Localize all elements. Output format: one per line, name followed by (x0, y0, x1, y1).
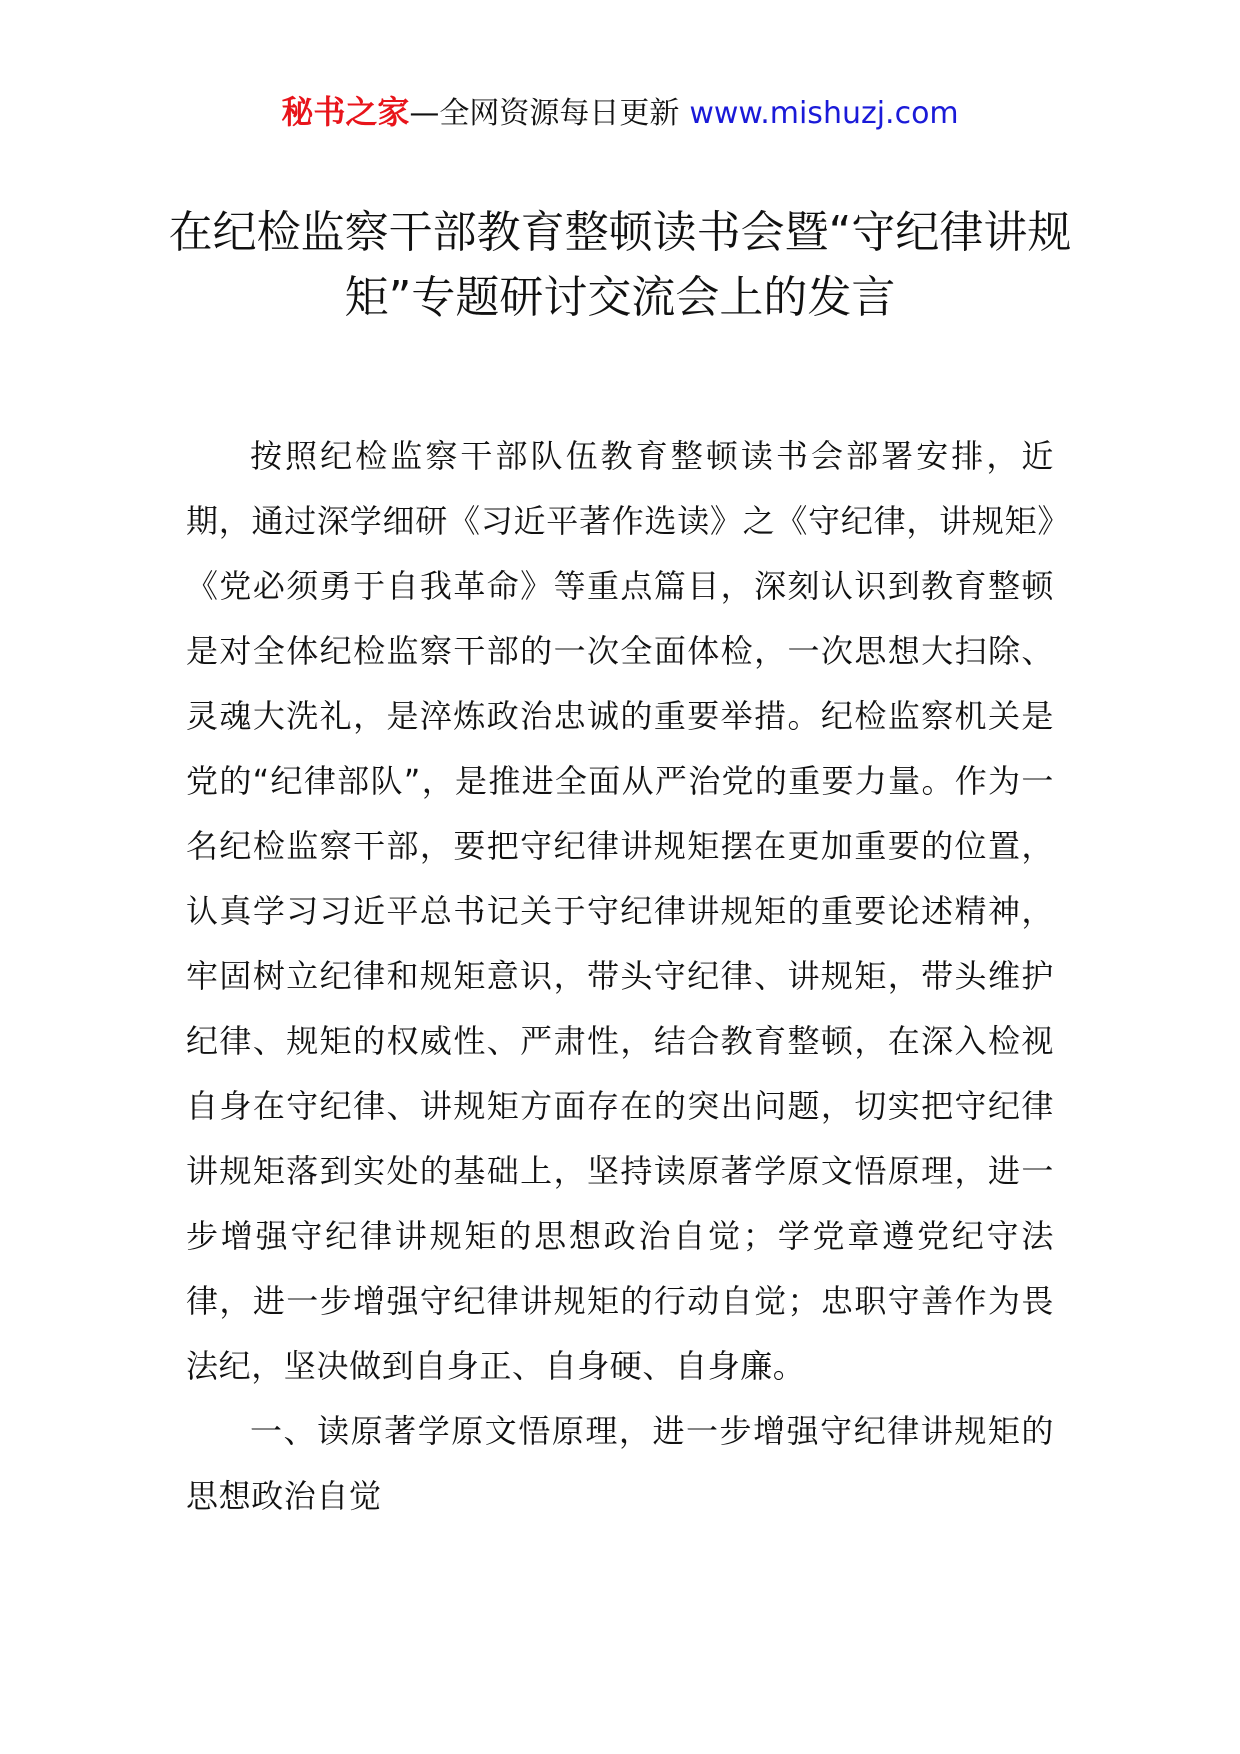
site-url-link[interactable]: www.mishuzj.com (689, 96, 959, 131)
site-brand: 秘书之家 (281, 93, 410, 131)
section-heading: 一、读原著学原文悟原理，进一步增强守纪律讲规矩的思想政治自觉 (186, 1412, 1054, 1515)
site-slogan: —全网资源每日更新 (409, 96, 680, 131)
body-paragraph: 按照纪检监察干部队伍教育整顿读书会部署安排，近期，通过深学细研《习近平著作选读》之《守纪律，讲规矩》《党必须勇于自我革命》等重点篇目，深刻认识到教育整顿是对全体纪检监察干部的一次全面体检，一次思想大扫除、灵魂大洗礼，是淬炼政治忠诚的重要举措。纪检监察机关是党的“纪律部队”，是推进全面从严治党的重要力量。作为一名纪检监察干部，要把守纪律讲规矩摆在更加重要的位置，认真学习习近平总书记关于守纪律讲规矩的重要论述精神，牢固树立纪律和规矩意识，带头守纪律、讲规矩，带头维护纪律、规矩的权威性、严肃性，结合教育整顿，在深入检视自身在守纪律、讲规矩方面存在的突出问题，切实把守纪律讲规矩落到实处的基础上，坚持读原著学原文悟原理，进一步增强守纪律讲规矩的思想政治自觉；学党章遵党纪守法律，进一步增强守纪律讲规矩的行动自觉；忠职守善作为畏法纪，坚决做到自身正、自身硬、自身廉。 (186, 437, 1054, 1385)
document-title: 在纪检监察干部教育整顿读书会暨“守纪律讲规矩”专题研讨交流会上的发言 (168, 207, 1072, 323)
document-body (186, 424, 1054, 1529)
site-header (0, 92, 1240, 134)
